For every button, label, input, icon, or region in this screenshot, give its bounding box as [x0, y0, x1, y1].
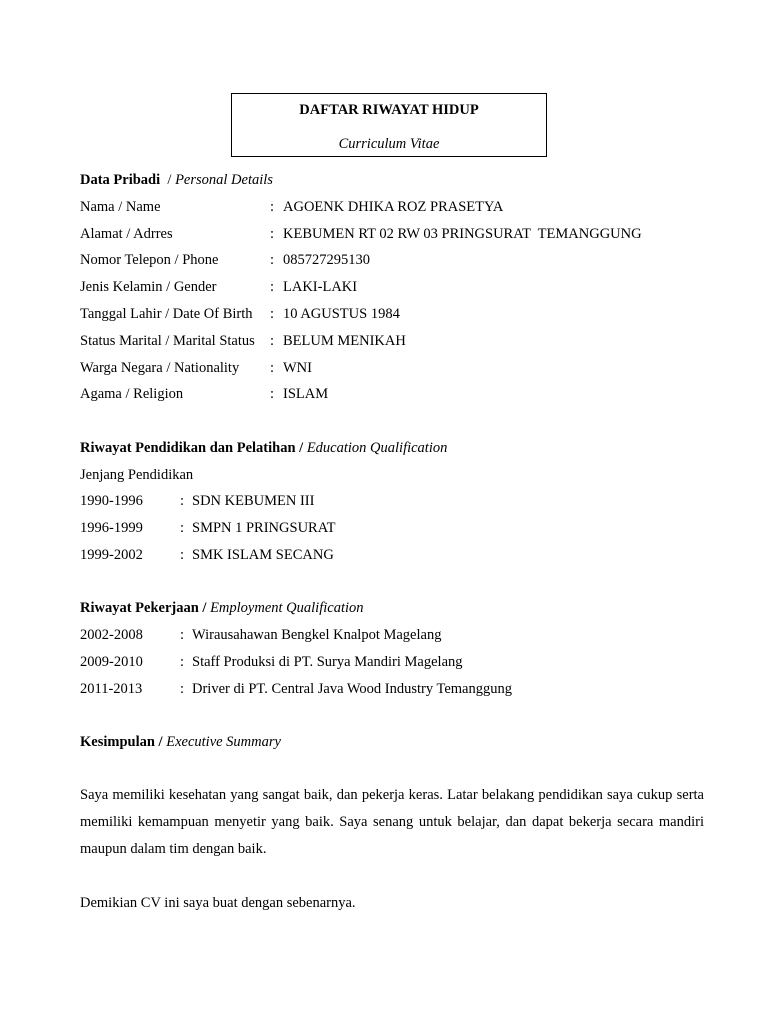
- summary-heading-italic: Executive Summary: [166, 734, 281, 750]
- personal-row-value: 085727295130: [283, 252, 370, 268]
- personal-row-label: Nama / Name: [80, 199, 161, 215]
- education-years: 1996-1999: [80, 520, 143, 536]
- document-subtitle: Curriculum Vitae: [338, 136, 440, 152]
- education-heading: [80, 439, 447, 457]
- colon: :: [180, 654, 185, 670]
- colon: :: [180, 547, 185, 563]
- summary-paragraph: Saya memiliki kesehatan yang sangat baik, dan pekerja keras. Latar belakang pendidikan saya cukup serta memiliki kemampuan menyetir yang baik. Saya senang untuk belajar, dan dapat bekerja secara mandiri maupun dalam tim dengan baik.: [80, 787, 704, 857]
- closing-statement: Demikian CV ini saya buat dengan sebenarnya.: [80, 895, 356, 911]
- education-heading-italic: Education Qualification: [306, 440, 448, 456]
- personal-row-value: ISLAM: [283, 386, 329, 402]
- colon: :: [270, 386, 275, 402]
- colon: :: [270, 226, 275, 242]
- employment-years: 2009-2010: [80, 654, 143, 670]
- colon: :: [270, 360, 275, 376]
- colon: :: [180, 493, 185, 509]
- education-years: 1999-2002: [80, 547, 143, 563]
- colon: :: [270, 306, 275, 322]
- personal-row-value: WNI: [283, 360, 312, 376]
- document-title: DAFTAR RIWAYAT HIDUP: [299, 102, 479, 118]
- summary-heading: [80, 733, 281, 751]
- personal-row-label: Agama / Religion: [80, 386, 184, 402]
- employment-job: Staff Produksi di PT. Surya Mandiri Magelang: [192, 654, 463, 670]
- title-box: [231, 93, 547, 157]
- personal-row-value: 10 AGUSTUS 1984: [283, 306, 400, 322]
- personal-row-value: LAKI-LAKI: [283, 279, 358, 295]
- summary-heading-bold: Kesimpulan /: [80, 734, 163, 750]
- personal-row-label: Jenis Kelamin / Gender: [80, 279, 217, 295]
- colon: :: [270, 279, 275, 295]
- colon: :: [270, 252, 275, 268]
- colon: :: [180, 520, 185, 536]
- education-school: SDN KEBUMEN III: [192, 493, 315, 509]
- colon: :: [270, 199, 275, 215]
- personal-row-value: AGOENK DHIKA ROZ PRASETYA: [283, 199, 504, 215]
- employment-heading: [80, 599, 364, 617]
- employment-job: Wirausahawan Bengkel Knalpot Magelang: [192, 627, 442, 643]
- personal-row-label: Nomor Telepon / Phone: [80, 252, 219, 268]
- employment-years: 2011-2013: [80, 681, 143, 697]
- personal-heading-italic: Personal Details: [175, 172, 273, 188]
- personal-row-label: Alamat / Adrres: [80, 226, 173, 242]
- colon: :: [270, 333, 275, 349]
- personal-heading: [80, 171, 273, 189]
- personal-heading-separator: /: [160, 172, 176, 188]
- personal-row-value: BELUM MENIKAH: [283, 333, 406, 349]
- personal-heading-bold: Data Pribadi: [80, 172, 161, 188]
- employment-heading-italic: Employment Qualification: [210, 600, 364, 616]
- employment-years: 2002-2008: [80, 627, 143, 643]
- employment-heading-bold: Riwayat Pekerjaan /: [80, 600, 207, 616]
- personal-row-label: Status Marital / Marital Status: [80, 333, 255, 349]
- colon: :: [180, 627, 185, 643]
- education-years: 1990-1996: [80, 493, 143, 509]
- education-school: SMPN 1 PRINGSURAT: [192, 520, 336, 536]
- employment-job: Driver di PT. Central Java Wood Industry Temanggung: [192, 681, 512, 697]
- personal-row-value: KEBUMEN RT 02 RW 03 PRINGSURAT TEMANGGUNG: [283, 226, 642, 242]
- colon: :: [180, 681, 185, 697]
- education-heading-bold: Riwayat Pendidikan dan Pelatihan /: [80, 440, 304, 456]
- education-subheading: Jenjang Pendidikan: [80, 467, 194, 483]
- education-school: SMK ISLAM SECANG: [192, 547, 334, 563]
- personal-row-label: Warga Negara / Nationality: [80, 360, 240, 376]
- personal-row-label: Tanggal Lahir / Date Of Birth: [80, 306, 253, 322]
